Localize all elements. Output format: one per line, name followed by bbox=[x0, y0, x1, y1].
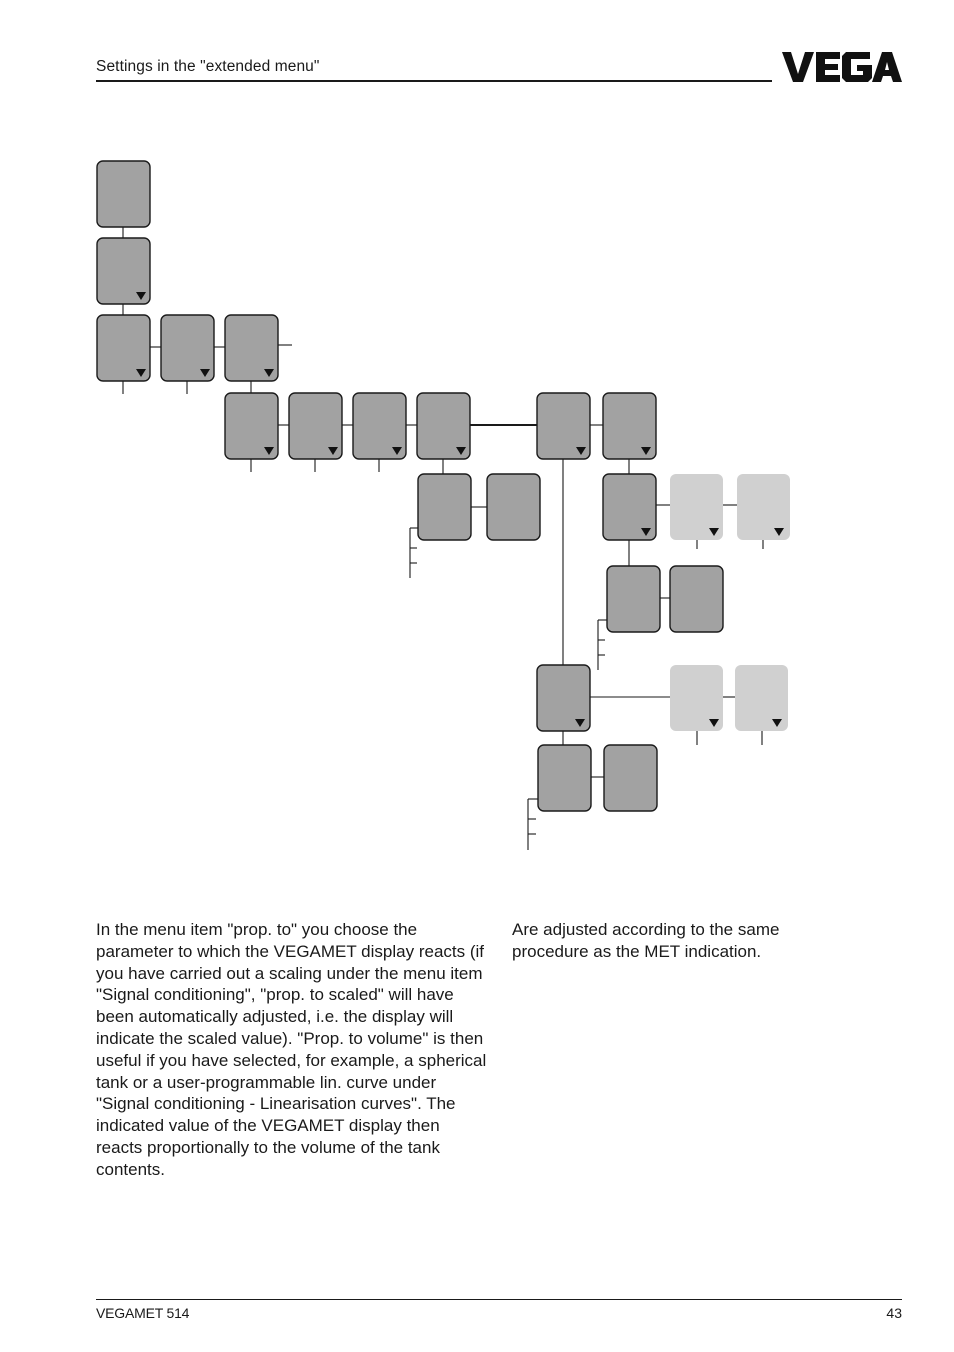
diagram-boxes bbox=[97, 161, 790, 811]
menu-box bbox=[97, 161, 150, 227]
menu-box bbox=[487, 474, 540, 540]
footer-rule bbox=[96, 1299, 902, 1300]
menu-box bbox=[538, 745, 591, 811]
footer-page-number: 43 bbox=[886, 1305, 902, 1321]
menu-box bbox=[607, 566, 660, 632]
body-text-right: Are adjusted according to the same procedure as the MET indication. bbox=[512, 920, 780, 961]
menu-box bbox=[604, 745, 657, 811]
menu-box bbox=[670, 566, 723, 632]
body-text-left: In the menu item "prop. to" you choose the parameter to which the VEGAMET display reacts (if you have carried out a scaling under the menu item "Signal conditioning", "prop. to scaled" will have been automatically adjusted, i.e. the display will indicate the scaled value). "Prop. to volume" is then useful if you have selected, for example, a spherical tank or a user-programmable lin. curve under "Signal conditioning - Linearisation curves". The indicated value of the VEGAMET display then reacts proportionally to the volume of the tank contents. bbox=[96, 920, 487, 1179]
footer-product-name: VEGAMET 514 bbox=[96, 1305, 190, 1321]
page-header-title: Settings in the "extended menu" bbox=[96, 58, 320, 75]
menu-box bbox=[418, 474, 471, 540]
